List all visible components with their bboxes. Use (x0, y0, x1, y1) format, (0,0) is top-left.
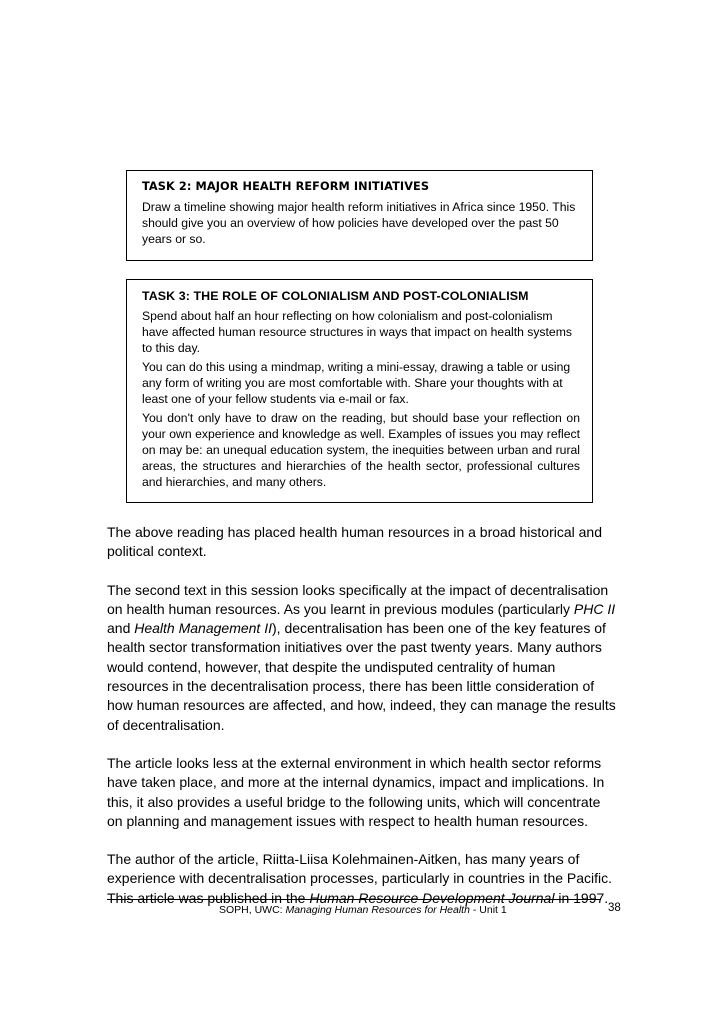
body-paragraph-4-text-b: in 1997. (554, 889, 609, 906)
task-3-box (126, 279, 593, 503)
footer-suffix: - Unit 1 (469, 904, 507, 916)
body-paragraph-4-emphasis-journal: Human Resource Development Journal (309, 889, 555, 906)
body-paragraph-1: The above reading has placed health human resources in a broad historical and political context. (107, 524, 602, 560)
footer-divider (107, 899, 601, 900)
body-paragraph-2-emphasis-hm: Health Management II (134, 620, 272, 637)
footer-prefix: SOPH, UWC: (219, 904, 286, 916)
page-number: 38 (608, 902, 621, 914)
body-paragraph-2-text-a: The second text in this session looks specifically at the impact of decentralisation on health human resources. As you learnt in previous modules (particularly (107, 581, 609, 617)
task-3-paragraph-1: Spend about half an hour reflecting on how colonialism and post-colonialism have affected human resource structures in ways that impact on health systems to this day. (142, 309, 572, 355)
body-paragraph-3: The article looks less at the external environment in which health sector reforms have taken place, and more at the internal dynamics, impact and implications. In this, it also provides a useful bridge to the following units, which will concentrate on planning and management issues with respect to health human resources. (107, 754, 605, 829)
body-paragraph-2-text-c: ), decentralisation has been one of the key features of health sector transformation initiatives over the past twenty years. Many authors would contend, however, that despite the undisputed centrality of human resources in the decentralisation process, there has been little consideration of how human resources are affected, and how, indeed, they can manage the results of decentralisation. (107, 620, 616, 733)
task-2-body: Draw a timeline showing major health reform initiatives in Africa since 1950. This should give you an overview of how policies have developed over the past 50 years or so. (142, 200, 576, 246)
body-paragraph-4-text-a: The author of the article, Riitta-Liisa Kolehmainen-Aitken, has many years of experience with decentralisation processes, particularly in countries in the Pacific. This article was published in the (107, 851, 613, 906)
task-2-title: TASK 2: MAJOR HEALTH REFORM INITIATIVES (142, 180, 430, 193)
body-paragraph-2-emphasis-phc: PHC II (573, 600, 616, 617)
body-paragraph-2 (107, 581, 619, 735)
task-2-box (126, 170, 593, 261)
footer-module-title: Managing Human Resources for Health (285, 904, 470, 916)
main-body (107, 523, 619, 927)
task-3-paragraph-3: You don't only have to draw on the reading, but should base your reflection on your own experience and knowledge as well. Examples of issues you may reflect on may be: an unequal education system, the inequities between urban and rural areas, the structures and hierarchies of the health sector, professional cultures and hierarchies, and many others. (142, 411, 580, 489)
footer-caption (219, 904, 507, 916)
body-paragraph-2-text-b: and (107, 620, 135, 637)
task-3-paragraph-2: You can do this using a mindmap, writing a mini-essay, drawing a table or using any form of writing you are most comfortable with. Share your thoughts with at least one of your fellow students via e-mail or fax. (142, 360, 571, 406)
task-3-title: TASK 3: THE ROLE OF COLONIALISM AND POST-COLONIALISM (142, 289, 529, 303)
